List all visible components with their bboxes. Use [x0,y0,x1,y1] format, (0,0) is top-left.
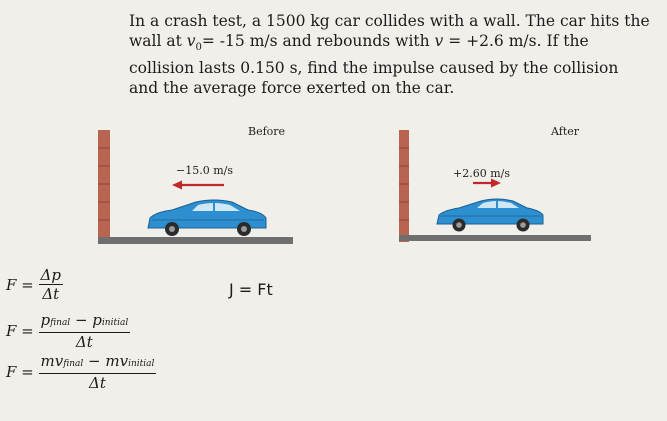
ground [98,237,293,244]
formula-2-p-final: p [40,311,51,329]
before-velocity-label: −15.0 m/s [176,164,233,177]
before-scene [96,118,296,250]
formula-2-final-sub: final [50,318,71,328]
after-label: After [551,125,580,138]
formula-3-fraction [39,352,157,392]
impulse-formula: J = Ft [229,280,273,299]
formula-2-numerator [39,311,131,333]
after-scene [397,118,597,250]
problem-statement [129,11,659,98]
formula-force-momentum-expanded [6,311,130,351]
formula-1-lhs: F = [6,275,34,294]
problem-line-3: collision lasts 0.150 s, find the impulse caused by the collision [129,59,619,77]
formula-2-fraction [39,311,131,351]
initial-velocity-symbol: v [186,32,196,50]
formula-3-minus: − [83,352,106,370]
formula-force-mass-velocity [6,352,156,392]
problem-line-2-a: wall at [129,32,187,50]
wall [399,130,409,242]
problem-line-1: In a crash test, a 1500 kg car collides with a wall. The car hits the [129,12,650,30]
problem-line-2 [129,31,659,58]
wall [98,130,110,242]
problem-line-4: and the average force exerted on the car. [129,79,455,97]
formula-1-denominator: Δt [42,285,60,303]
ground [399,235,591,241]
problem-line-2-c: = +2.6 m/s. If the [443,32,589,50]
formula-2-p-initial: p [92,311,102,329]
formula-2-lhs: F = [6,322,34,340]
velocity-arrow-left [172,181,224,190]
formula-3-mv-initial: mv [105,352,129,370]
formula-3-denominator: Δt [89,374,106,392]
formula-1-fraction [39,266,63,303]
formula-3-numerator [39,352,157,374]
formula-3-final-sub: final [63,359,84,369]
formula-force-momentum [6,266,63,303]
problem-line-2-b: = -15 m/s and rebounds with [201,32,435,50]
before-label: Before [248,125,286,138]
formula-2-minus: − [70,311,93,329]
formula-2-initial-sub: initial [101,318,129,328]
formula-1-numerator: Δp [40,266,61,284]
formula-2-denominator: Δt [75,333,93,351]
car [148,200,266,236]
car [437,199,543,232]
final-velocity-symbol: v [434,32,444,50]
initial-velocity-subscript: 0 [195,42,202,53]
formula-3-lhs: F = [6,363,34,381]
formula-3-mv-final: mv [40,352,64,370]
after-velocity-label: +2.60 m/s [453,167,510,180]
formula-3-initial-sub: initial [128,359,155,369]
